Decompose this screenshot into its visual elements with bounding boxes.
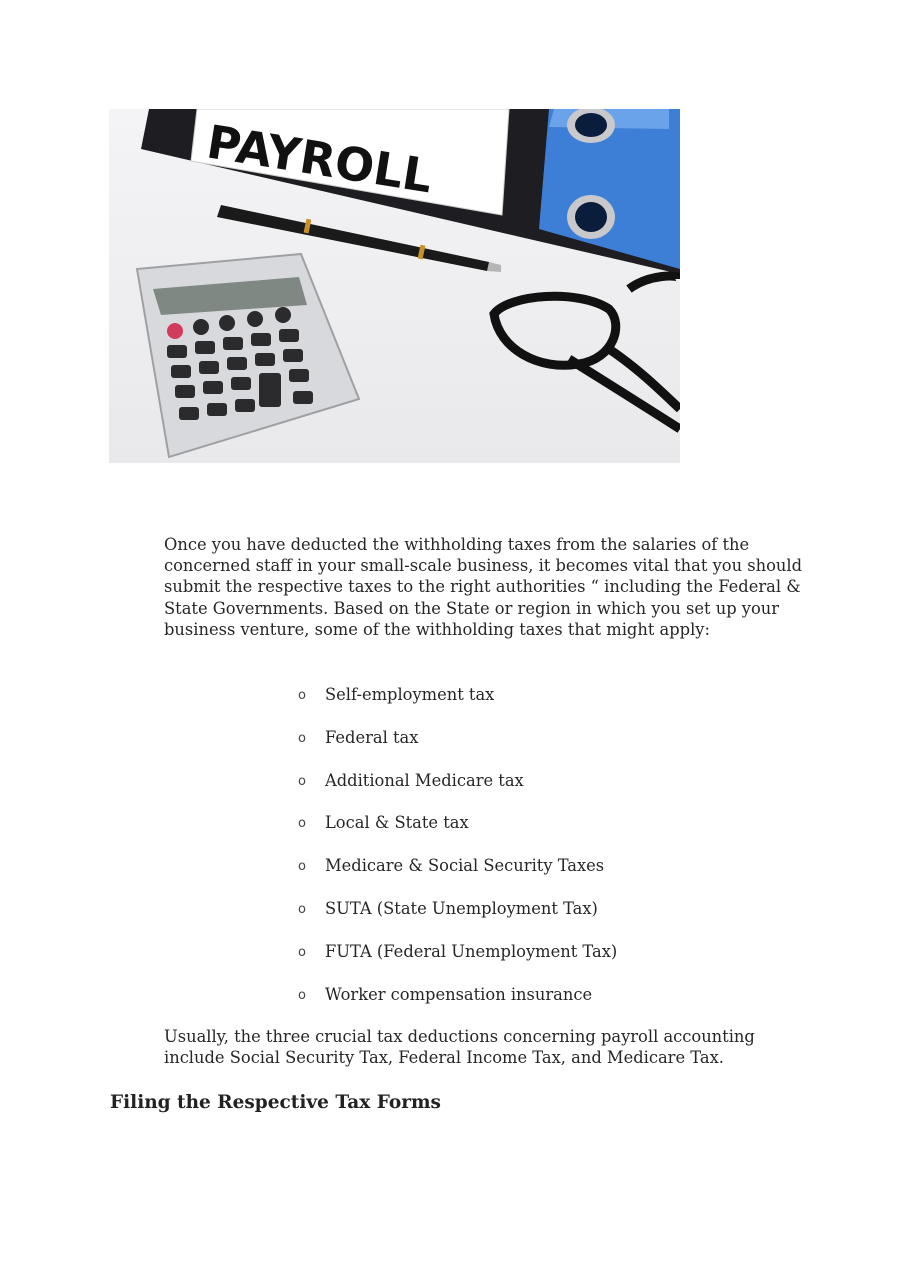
list-item-label: Local & State tax	[325, 813, 469, 833]
intro-paragraph: Once you have deducted the withholding taxes from the salaries of the concerned staff in your small-scale business, it becomes vital that you should submit the respective taxes to the right authorities “ including the Federal & State Governments. Based on the State or region in which you set up your business venture, some of the withholding taxes that might apply:	[164, 535, 803, 639]
calculator-on-key	[167, 323, 183, 339]
bullet-circle-icon: o	[298, 901, 306, 917]
list-item-label: Additional Medicare tax	[325, 770, 524, 790]
list-item	[298, 855, 617, 898]
list-item	[298, 727, 617, 770]
bullet-circle-icon: o	[298, 773, 306, 789]
list-item	[298, 684, 617, 727]
bullet-circle-icon: o	[298, 944, 306, 960]
payroll-photo	[109, 109, 680, 463]
withholding-tax-list	[298, 684, 617, 1026]
list-item	[298, 770, 617, 813]
list-item-label: Self-employment tax	[325, 685, 495, 704]
bullet-circle-icon: o	[298, 987, 306, 1003]
bullet-circle-icon: o	[298, 688, 306, 703]
list-item-label: Worker compensation insurance	[325, 984, 593, 1004]
list-item	[298, 941, 617, 984]
list-item	[298, 898, 617, 941]
section-heading: Filing the Respective Tax Forms	[110, 1092, 441, 1113]
list-item	[298, 812, 617, 855]
list-item-label: SUTA (State Unemployment Tax)	[325, 898, 598, 918]
list-item-label: Federal tax	[325, 727, 419, 747]
payroll-illustration	[109, 109, 680, 463]
list-item	[298, 984, 617, 1027]
bullet-circle-icon: o	[298, 859, 306, 875]
eyeglasses	[494, 276, 680, 429]
calculator	[137, 254, 359, 457]
payroll-label-text: PAYROLL	[203, 114, 437, 204]
list-item-label: Medicare & Social Security Taxes	[325, 856, 605, 876]
bullet-circle-icon: o	[298, 730, 306, 746]
list-item-label: FUTA (Federal Unemployment Tax)	[325, 941, 618, 961]
bullet-circle-icon: o	[298, 816, 306, 832]
summary-paragraph: Usually, the three crucial tax deductions concerning payroll accounting include Social Security Tax, Federal Income Tax, and Medicare Tax.	[164, 1027, 755, 1068]
